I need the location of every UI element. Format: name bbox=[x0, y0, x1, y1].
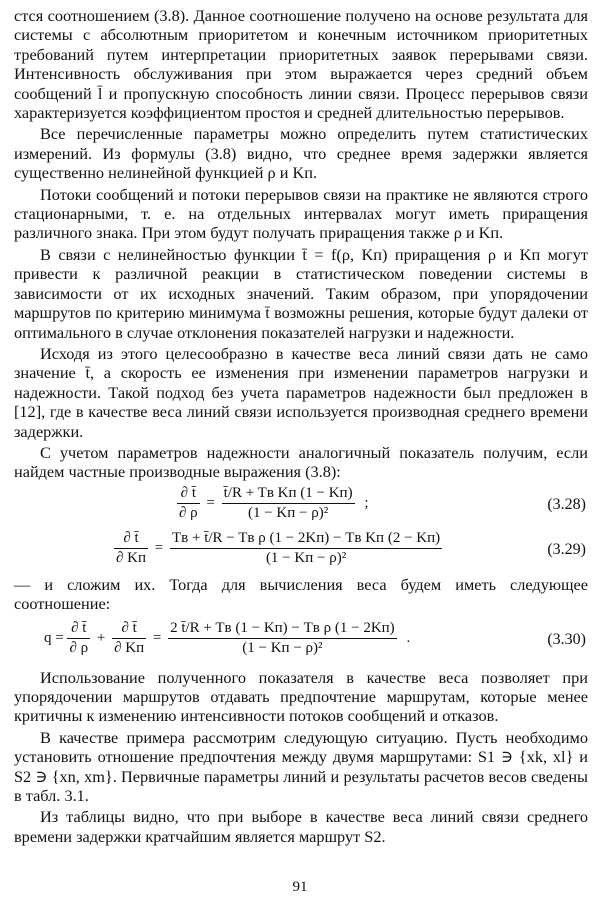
paragraph-7: — и сложим их. Тогда для вычисления веса будем иметь следующее соотношение: bbox=[14, 574, 588, 614]
body-text bbox=[14, 6, 588, 846]
paragraph-8: Использование полученного показателя в качестве веса позволяет при упорядочении маршрутов отдавать предпочтение маршрутам, которые менее критичны к изменению интенсивности потоков сообщений и отказов. bbox=[14, 667, 588, 726]
formula-3-28-lhs: $\frac{\partial t̄}{\partial \rho}$ bbox=[179, 484, 198, 521]
formula-3-30-term-1: $\frac{\partial t̄}{\partial \rho}$ bbox=[69, 619, 89, 656]
equation-number: (3.30) bbox=[547, 630, 586, 648]
formula-3-29-rhs: $\frac{\text{Tв + t̄/R − Tв ρ (1 − 2Kп) − Tв Kп (2 − Kп)}}{\text{(1 − Kп − ρ)²}}$ bbox=[172, 529, 441, 566]
paragraph-6: С учетом параметров надежности аналогичный показатель получим, если найдем частные производные выражения (3.8): bbox=[14, 442, 588, 482]
equation-number: (3.29) bbox=[547, 540, 586, 558]
formula-3-30-rhs: $\frac{\text{2 t̄/R + Tв (1 − Kп) − Tв ρ (1 − 2Kп)}}{\text{(1 − Kп − ρ)²}}$ bbox=[170, 619, 395, 656]
paragraph-2: Все перечисленные параметры можно определить путем статистических измерений. Из формулы (3.8) видно, что среднее время задержки является существенно нелинейной функцией ρ и Kп. bbox=[14, 124, 588, 183]
equation-number: (3.28) bbox=[547, 495, 586, 513]
paragraph-4: В связи с нелинейностью функции t̄ = f(ρ, Kп) приращения ρ и Kп могут привести к различной реакции в статистическом поведении системы в зависимости от их исходных значений. Таким образом, при упорядочении маршрутов по критерию минимума t̄ возможны решения, которые будут далеки от оптимального в случае отклонения показателей нагрузки и надежности. bbox=[14, 244, 588, 342]
paragraph-9: В качестве примера рассмотрим следующую ситуацию. Пусть необходимо установить отношение предпочтения между двумя маршрутами: S1 ∋ {xk, xl} и S2 ∋ {xn, xm}. Первичные параметры линий и результаты расчетов весов сведены в табл. 3.1. bbox=[14, 727, 588, 805]
paragraph-5: Исходя из этого целесообразно в качестве веса линий связи дать не само значение t̄, а скорость ее изменения при изменении параметров нагрузки и надежности. Такой подход без учета параметров надежности был предложен в [12], где в качестве веса линий связи используется производная среднего времени задержки. bbox=[14, 343, 588, 441]
formula-3-28-rhs: $\frac{\text{t̄/R + Tв Kп (1 − Kп)}}{\text{(1 − Kп − ρ)²}}$ bbox=[223, 484, 353, 521]
page-number: 91 bbox=[292, 879, 308, 895]
formula-3-30: q = $\frac{\partial t̄}{\partial \rho}$ + $\frac{\partial t̄}{\partial Kп}$ = $\frac{\text{2 t̄/R + Tв (1 − Kп) − Tв ρ (1 − 2Kп)}}{\text{(1 − Kп − ρ)²}}$ . (3.30) bbox=[44, 619, 586, 656]
formula-3-29: $\frac{\partial t̄}{\partial Kп}$ = $\frac{\text{Tв + t̄/R − Tв ρ (1 − 2Kп) − Tв Kп (2 − Kп)}}{\text{(1 − Kп − ρ)²}}$ (3.29) bbox=[116, 529, 586, 566]
paragraph-1: стся соотношением (3.8). Данное соотношение получено на основе результата для системы с абсолютным приоритетом и конечным источником приоритетных требований путем интерпретации приоритетных заявок перерывами связи. Интенсивность обслуживания при этом выражается через средний объем сообщений l̄ и пропускную способность линии связи. Процесс перерывов связи характеризуется коэффициентом простоя и средней длительностью перерывов. bbox=[14, 6, 588, 123]
paragraph-10: Из таблицы видно, что при выборе в качестве веса линий связи среднего времени задержки кратчайшим является маршрут S2. bbox=[14, 807, 588, 846]
formula-3-28: $\frac{\partial t̄}{\partial \rho}$ = $\frac{\text{t̄/R + Tв Kп (1 − Kп)}}{\text{(1 − Kп − ρ)²}}$ ; (3.28) bbox=[179, 484, 586, 521]
paragraph-3: Потоки сообщений и потоки перерывов связи на практике не являются строго стационарными, т. е. на отдельных интервалах могут иметь приращения различного знака. При этом будут получать приращения также ρ и Kп. bbox=[14, 184, 588, 243]
formula-3-30-term-2: $\frac{\partial t̄}{\partial Kп}$ bbox=[114, 619, 145, 656]
formula-3-29-lhs: $\frac{\partial t̄}{\partial Kп}$ bbox=[116, 529, 147, 566]
